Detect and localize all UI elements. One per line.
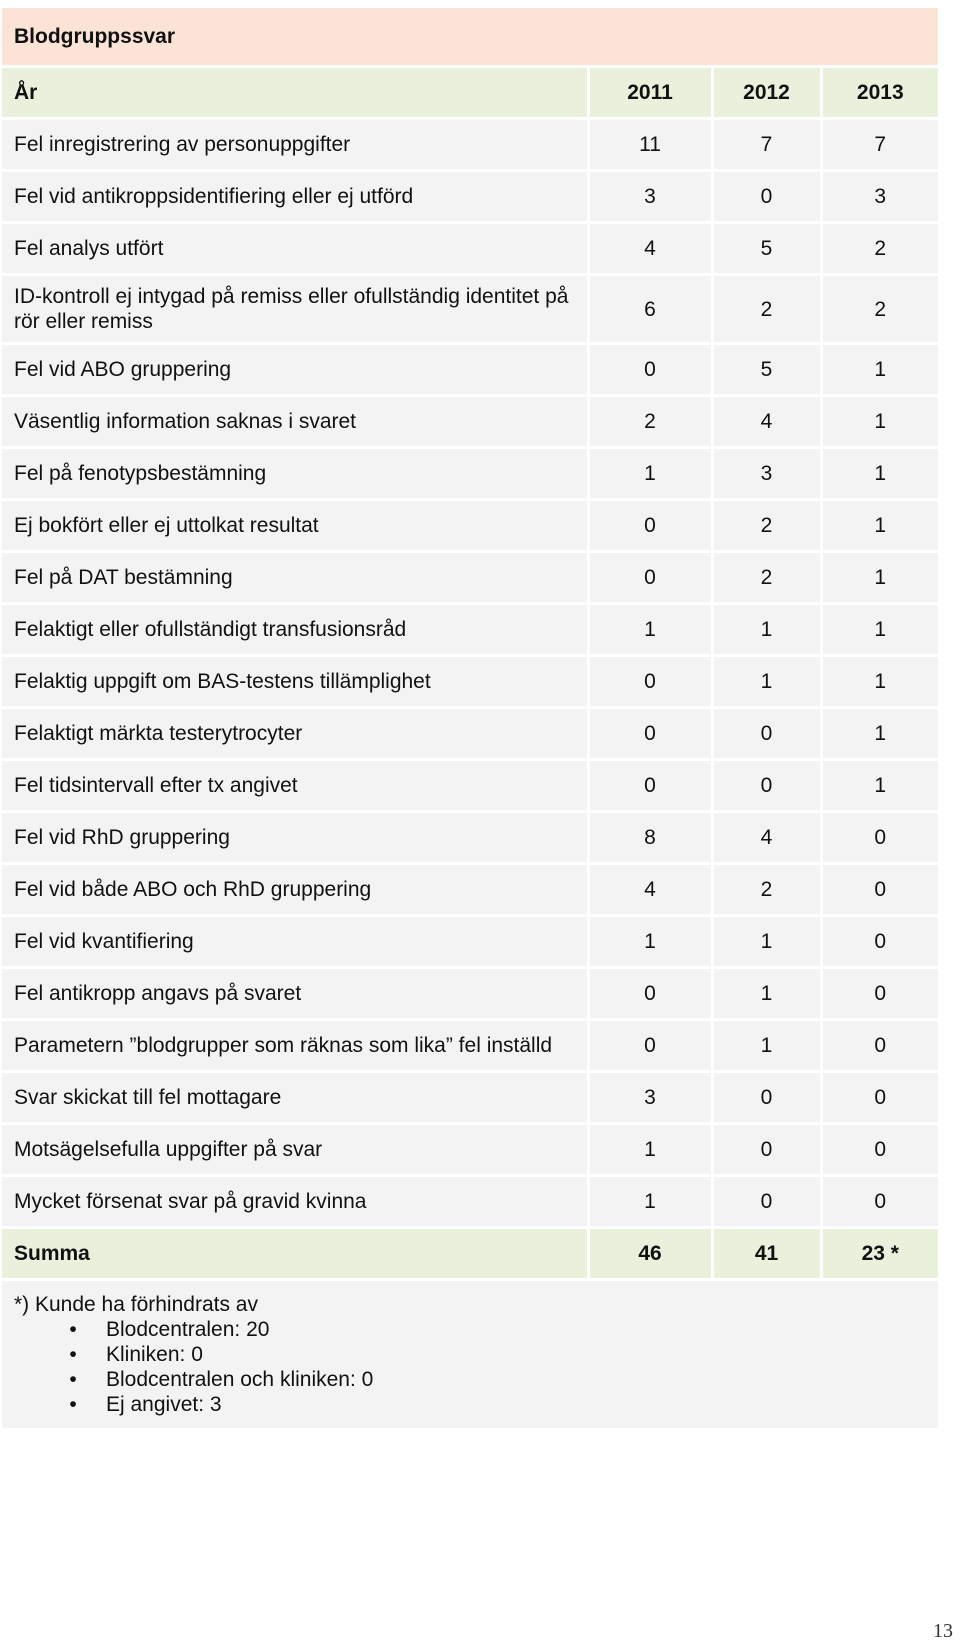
row-label: Fel analys utfört: [2, 223, 588, 275]
table-row: [2, 500, 938, 552]
table-row: [2, 275, 938, 344]
row-value-2012: 4: [712, 396, 821, 448]
table-row: [2, 344, 938, 396]
table-row: [2, 1020, 938, 1072]
row-value-2012: 2: [712, 864, 821, 916]
row-value-2013: 0: [821, 1124, 938, 1176]
row-value-2013: 0: [821, 916, 938, 968]
row-label: Motsägelsefulla uppgifter på svar: [2, 1124, 588, 1176]
blood-group-error-table: [2, 8, 938, 1431]
row-label: Fel tidsintervall efter tx angivet: [2, 760, 588, 812]
table-row: [2, 864, 938, 916]
row-value-2011: 2: [588, 396, 712, 448]
footnote-list: [14, 1317, 938, 1417]
year-header-2013: 2013: [821, 67, 938, 119]
footnote-row: [2, 1280, 938, 1430]
row-value-2011: 1: [588, 604, 712, 656]
row-label: Fel vid både ABO och RhD gruppering: [2, 864, 588, 916]
total-value-2011: 46: [588, 1228, 712, 1280]
row-value-2013: 1: [821, 656, 938, 708]
table-row: [2, 760, 938, 812]
year-header-label: År: [2, 67, 588, 119]
bullet-icon: •: [69, 1318, 77, 1341]
row-value-2012: 0: [712, 1072, 821, 1124]
row-value-2011: 0: [588, 656, 712, 708]
row-label: Svar skickat till fel mottagare: [2, 1072, 588, 1124]
row-value-2013: 1: [821, 344, 938, 396]
row-label: Felaktigt märkta testerytrocyter: [2, 708, 588, 760]
row-label: Fel vid antikroppsidentifiering eller ej utförd: [2, 171, 588, 223]
row-value-2012: 0: [712, 1124, 821, 1176]
row-value-2011: 1: [588, 448, 712, 500]
row-value-2013: 1: [821, 448, 938, 500]
row-value-2012: 4: [712, 812, 821, 864]
row-value-2012: 2: [712, 500, 821, 552]
year-header-row: [2, 67, 938, 119]
row-value-2011: 3: [588, 171, 712, 223]
row-value-2013: 1: [821, 708, 938, 760]
footnote-cell: [2, 1280, 938, 1430]
footnote-intro: *) Kunde ha förhindrats av: [14, 1293, 258, 1316]
row-value-2012: 5: [712, 223, 821, 275]
row-value-2013: 1: [821, 604, 938, 656]
total-value-2012: 41: [712, 1228, 821, 1280]
row-value-2011: 0: [588, 552, 712, 604]
row-value-2012: 5: [712, 344, 821, 396]
row-value-2011: 8: [588, 812, 712, 864]
row-value-2012: 0: [712, 1176, 821, 1228]
row-value-2011: 0: [588, 1020, 712, 1072]
table-row: [2, 396, 938, 448]
row-value-2011: 6: [588, 275, 712, 344]
footnote-item-text: Kliniken: 0: [106, 1343, 203, 1366]
table-row: [2, 708, 938, 760]
row-value-2012: 1: [712, 916, 821, 968]
table-row: [2, 812, 938, 864]
row-value-2013: 2: [821, 223, 938, 275]
row-value-2012: 1: [712, 1020, 821, 1072]
row-value-2012: 1: [712, 656, 821, 708]
table-title: Blodgruppssvar: [2, 8, 938, 67]
row-label: Felaktig uppgift om BAS-testens tillämplighet: [2, 656, 588, 708]
table-row: [2, 916, 938, 968]
row-value-2011: 0: [588, 500, 712, 552]
row-value-2013: 1: [821, 760, 938, 812]
bullet-icon: •: [69, 1368, 77, 1391]
total-value-2013: 23 *: [821, 1228, 938, 1280]
row-value-2013: 7: [821, 119, 938, 171]
row-value-2011: 0: [588, 968, 712, 1020]
row-value-2012: 2: [712, 552, 821, 604]
row-value-2012: 0: [712, 708, 821, 760]
row-label: Fel på DAT bestämning: [2, 552, 588, 604]
row-value-2011: 11: [588, 119, 712, 171]
row-value-2012: 0: [712, 171, 821, 223]
table-row: [2, 968, 938, 1020]
row-value-2013: 1: [821, 396, 938, 448]
year-header-2011: 2011: [588, 67, 712, 119]
table-row: [2, 656, 938, 708]
table-row: [2, 604, 938, 656]
table-row: [2, 223, 938, 275]
row-label: Fel inregistrering av personuppgifter: [2, 119, 588, 171]
row-value-2011: 0: [588, 344, 712, 396]
row-value-2012: 0: [712, 760, 821, 812]
total-row: [2, 1228, 938, 1280]
row-label: ID-kontroll ej intygad på remiss eller ofullständig identitet på rör eller remiss: [2, 275, 588, 344]
row-label: Parametern ”blodgrupper som räknas som lika” fel inställd: [2, 1020, 588, 1072]
table-row: [2, 1124, 938, 1176]
footnote-item: [63, 1342, 938, 1367]
row-value-2011: 1: [588, 1176, 712, 1228]
row-value-2013: 0: [821, 864, 938, 916]
table-row: [2, 171, 938, 223]
row-value-2011: 0: [588, 760, 712, 812]
row-label: Fel vid kvantifiering: [2, 916, 588, 968]
table-row: [2, 1072, 938, 1124]
row-value-2013: 0: [821, 1176, 938, 1228]
row-value-2011: 4: [588, 223, 712, 275]
row-label: Felaktigt eller ofullständigt transfusionsråd: [2, 604, 588, 656]
table-row: [2, 448, 938, 500]
row-label: Fel på fenotypsbestämning: [2, 448, 588, 500]
table-title-row: [2, 8, 938, 67]
row-label: Mycket försenat svar på gravid kvinna: [2, 1176, 588, 1228]
row-value-2013: 0: [821, 968, 938, 1020]
page-number: 13: [933, 1620, 953, 1642]
footnote-item-text: Blodcentralen och kliniken: 0: [106, 1368, 374, 1391]
table-row: [2, 552, 938, 604]
row-label: Ej bokfört eller ej uttolkat resultat: [2, 500, 588, 552]
bullet-icon: •: [69, 1393, 77, 1416]
footnote-item: [63, 1392, 938, 1417]
row-value-2013: 0: [821, 1020, 938, 1072]
row-value-2013: 1: [821, 552, 938, 604]
row-value-2012: 3: [712, 448, 821, 500]
row-value-2012: 7: [712, 119, 821, 171]
row-value-2012: 1: [712, 968, 821, 1020]
row-label: Väsentlig information saknas i svaret: [2, 396, 588, 448]
total-label: Summa: [2, 1228, 588, 1280]
row-value-2013: 1: [821, 500, 938, 552]
footnote-item: [63, 1367, 938, 1392]
row-value-2011: 4: [588, 864, 712, 916]
footnote-item-text: Blodcentralen: 20: [106, 1318, 270, 1341]
row-value-2013: 0: [821, 812, 938, 864]
row-value-2011: 1: [588, 916, 712, 968]
row-value-2011: 1: [588, 1124, 712, 1176]
row-label: Fel vid RhD gruppering: [2, 812, 588, 864]
row-value-2013: 2: [821, 275, 938, 344]
footnote-item-text: Ej angivet: 3: [106, 1393, 222, 1416]
row-label: Fel antikropp angavs på svaret: [2, 968, 588, 1020]
row-value-2013: 3: [821, 171, 938, 223]
footnote-item: [63, 1317, 938, 1342]
bullet-icon: •: [69, 1343, 77, 1366]
row-value-2013: 0: [821, 1072, 938, 1124]
table-row: [2, 1176, 938, 1228]
row-value-2012: 2: [712, 275, 821, 344]
row-value-2011: 3: [588, 1072, 712, 1124]
row-value-2012: 1: [712, 604, 821, 656]
table-row: [2, 119, 938, 171]
row-value-2011: 0: [588, 708, 712, 760]
row-label: Fel vid ABO gruppering: [2, 344, 588, 396]
year-header-2012: 2012: [712, 67, 821, 119]
